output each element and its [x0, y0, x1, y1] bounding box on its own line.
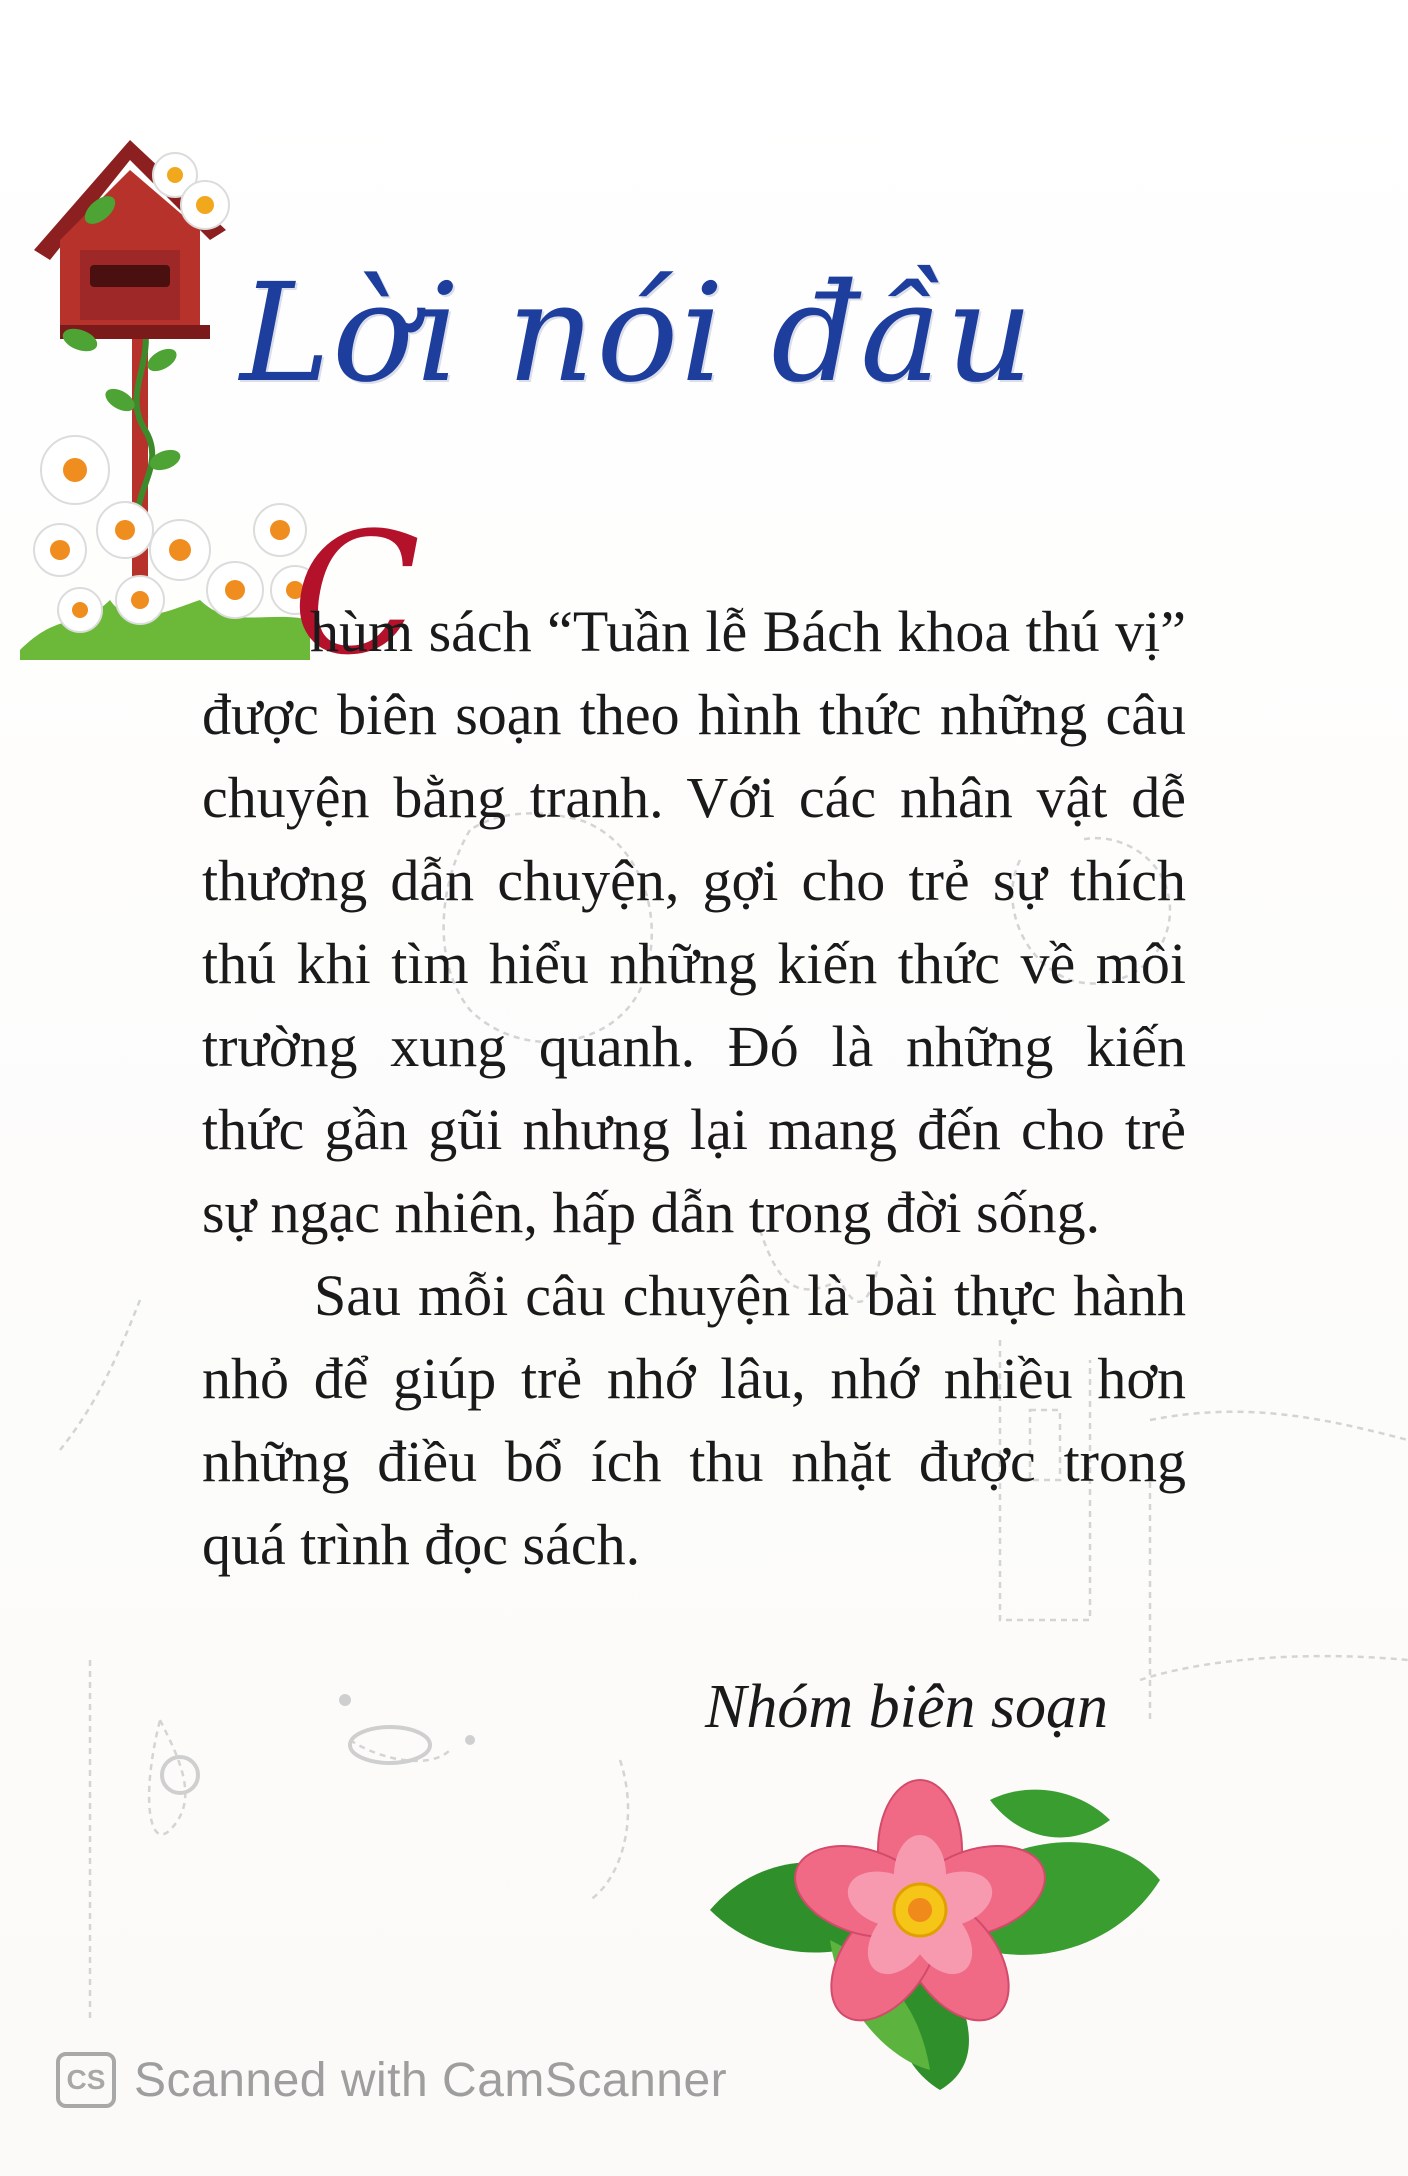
paragraph-2: Sau mỗi câu chuyện là bài thực hành nhỏ để giúp trẻ nhớ lâu, nhớ nhiều hơn những điều bổ ích thu nhặt được trong quá trình đọc sách. [202, 1263, 1186, 1577]
page-title: Lời nói đầu [240, 255, 1036, 413]
paragraph-1: hùm sách “Tuần lễ Bách khoa thú vị” được biên soạn theo hình thức những câu chuyện bằng tranh. Với các nhân vật dễ thương dẫn chuyện, gợi cho trẻ sự thích thú khi tìm hiểu những kiến thức về môi trường xung quanh. Đó là những kiến thức gần gũi nhưng lại mang đến cho trẻ sự ngạc nhiên, hấp dẫn trong đời sống. [202, 599, 1186, 1245]
body-text [202, 590, 1186, 1586]
camscanner-watermark [56, 2052, 727, 2108]
camscanner-logo-icon: CS [56, 2052, 116, 2108]
watermark-text: Scanned with CamScanner [134, 2053, 728, 2107]
signature: Nhóm biên soạn [705, 1673, 1108, 1741]
drop-cap: C [292, 496, 421, 692]
flower-decoration [690, 1760, 1170, 2090]
